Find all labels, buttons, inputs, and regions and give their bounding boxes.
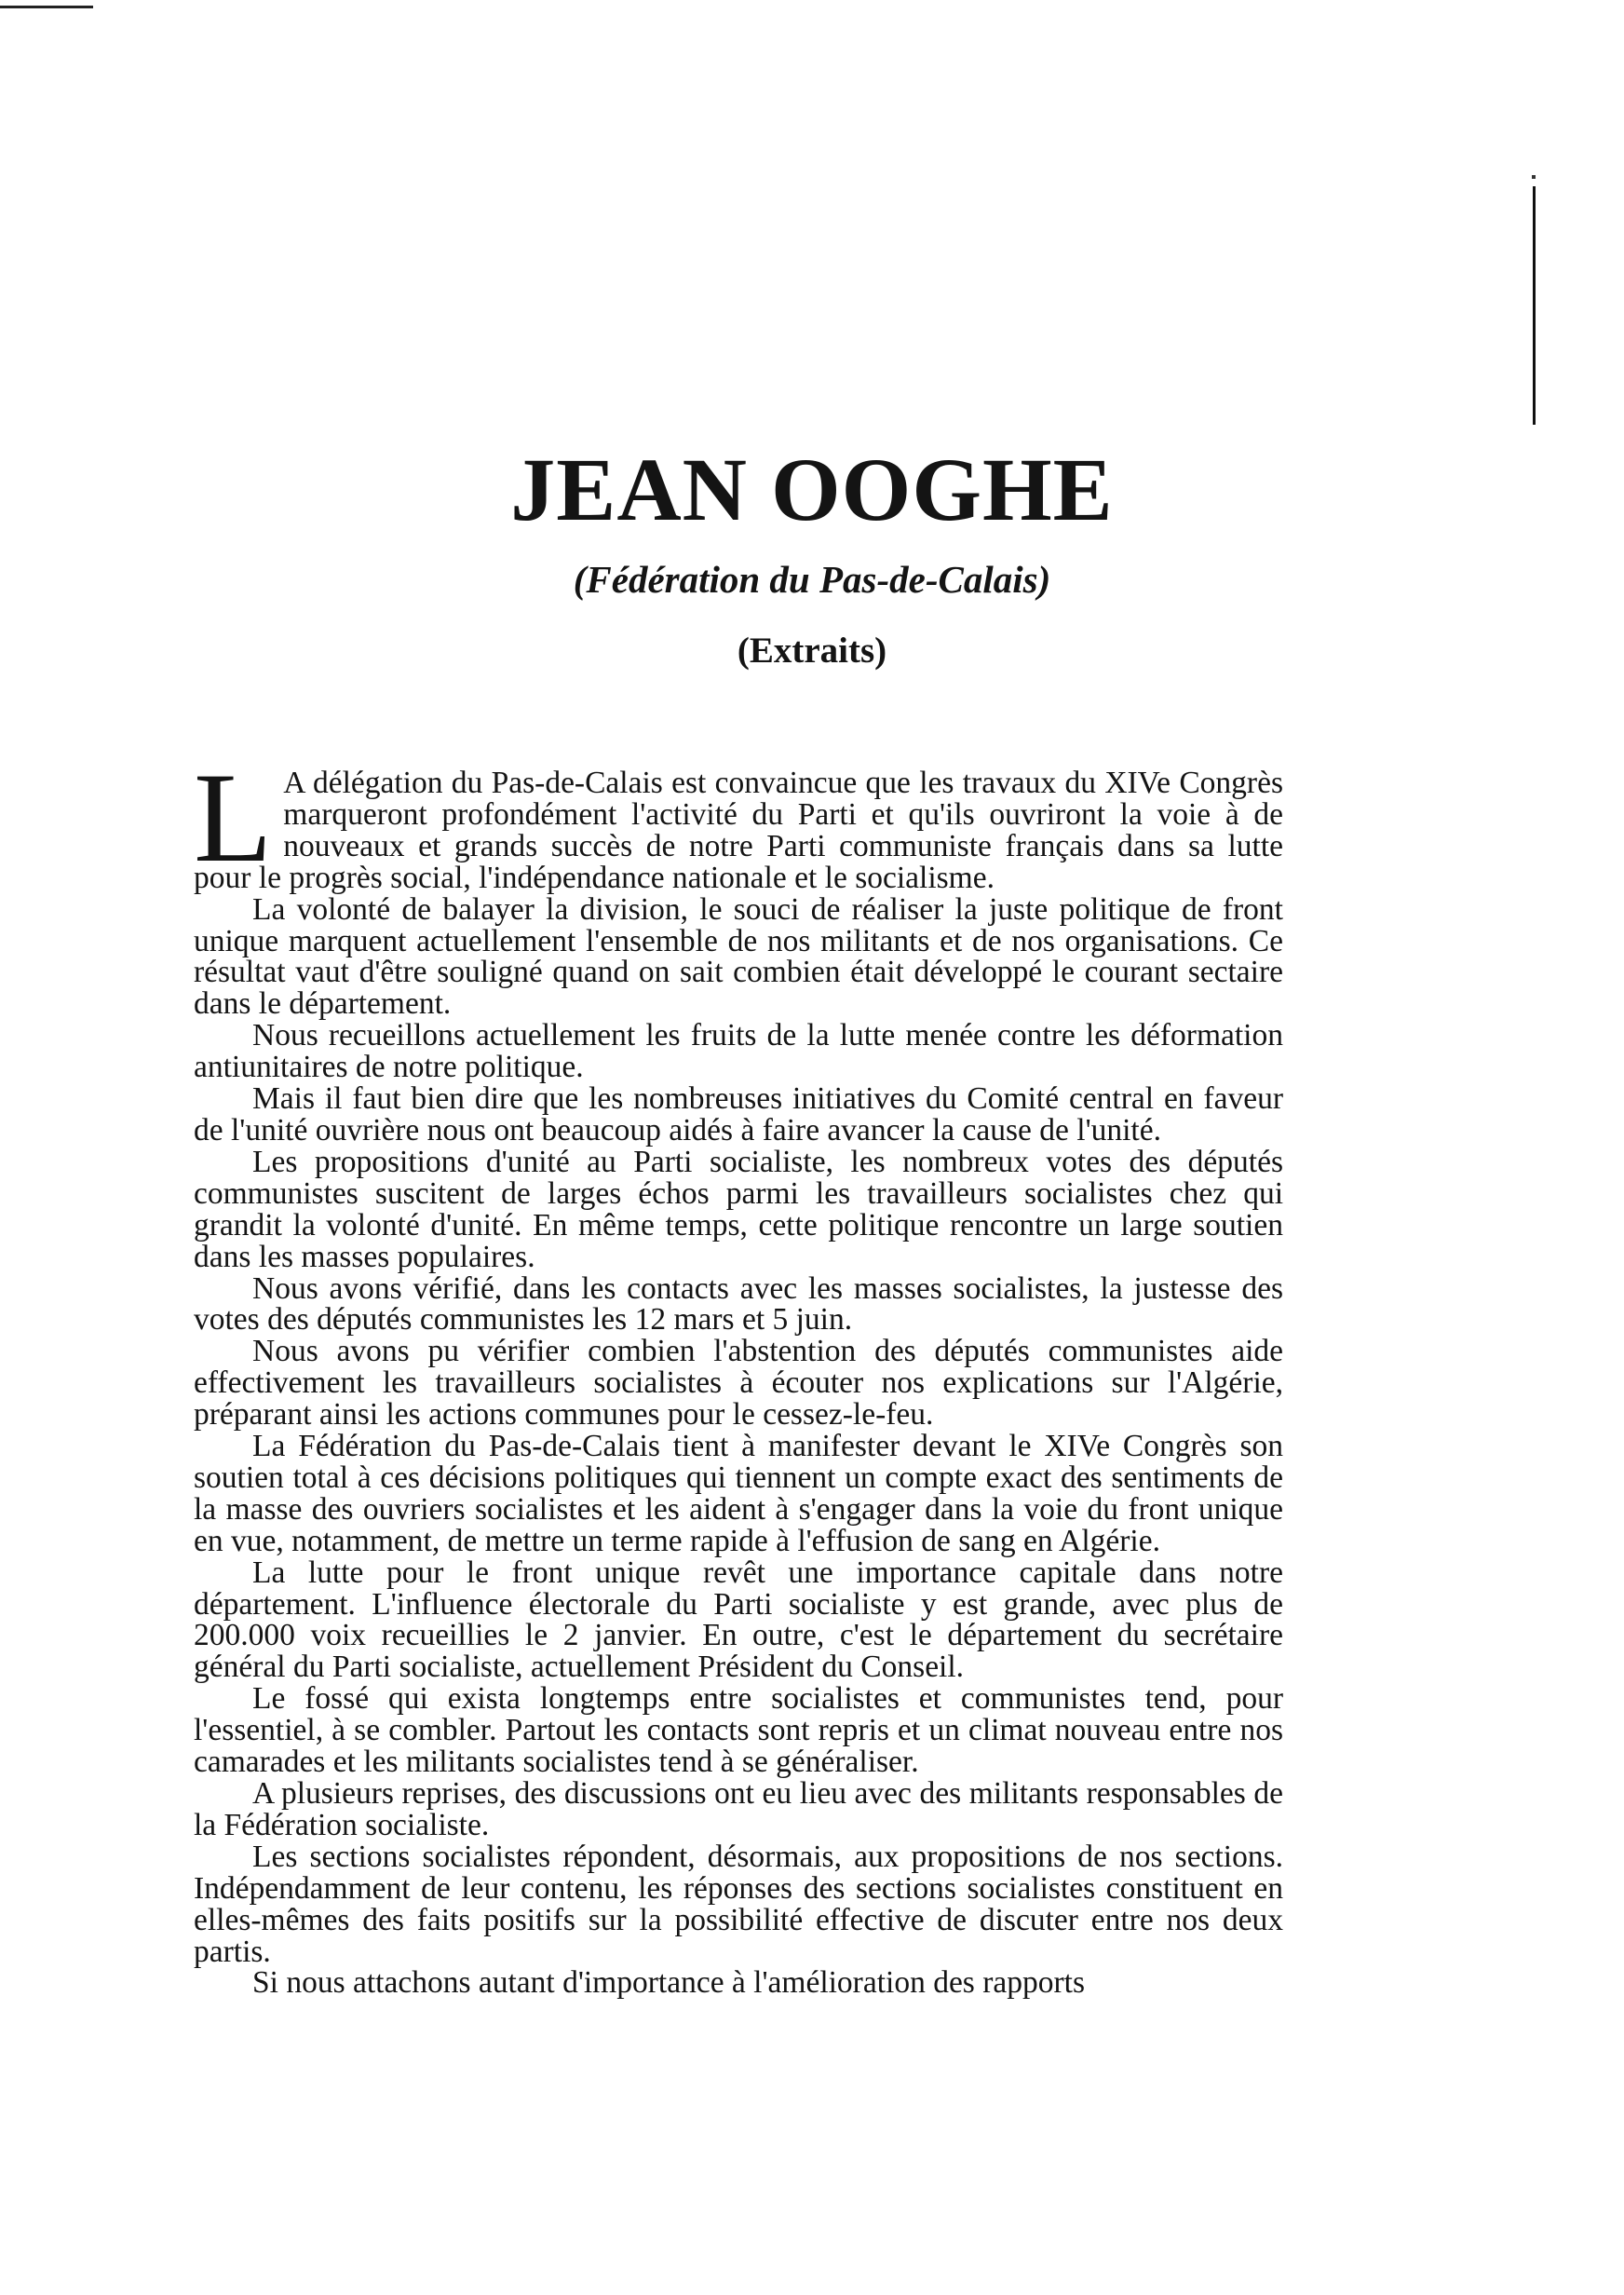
scan-dot — [1532, 175, 1536, 179]
paragraph-4: Mais il faut bien dire que les nombreuses initiatives du Comité central en faveur de l'unité ouvrière nous ont beaucoup aidés à faire avancer la cause de l'unité. — [194, 1081, 1283, 1148]
paragraph-2: La volonté de balayer la division, le souci de réaliser la juste politique de front unique marquent actuellement l'ensemble de nos militants et de nos organisations. Ce résultat vaut d'être souligné quand on sait combien était développé le courant sectaire dans le département. — [194, 891, 1283, 1022]
extract-note: (Extraits) — [737, 631, 887, 671]
paragraph-6: Nous avons vérifié, dans les contacts avec les masses socialistes, la justesse des votes des députés communistes les 12 mars et 5 juin. — [194, 1270, 1283, 1338]
paragraph-9: La lutte pour le front unique revêt une importance capitale dans notre département. L'influence électorale du Parti socialiste y est grande, avec plus de 200.000 voix recueillies le 2 janvier. En outre, c'est le département du secrétaire général du Parti socialiste, actuellement Président du Conseil. — [194, 1555, 1283, 1685]
paragraph-10: Le fossé qui exista longtemps entre socialistes et communistes tend, pour l'essentiel, à se combler. Partout les contacts sont repris et un climat nouveau entre nos camarades et les militants socialistes tend à se généraliser. — [194, 1681, 1283, 1780]
margin-scan-mark — [1533, 186, 1536, 425]
corner-rule — [0, 6, 93, 8]
paragraph-5: Les propositions d'unité au Parti socialiste, les nombreux votes des députés communistes suscitent de larges échos parmi les travailleurs socialistes chez qui grandit la volonté d'unité. En même temps, cette politique rencontre un large soutien dans les masses populaires. — [194, 1144, 1283, 1274]
paragraph-8: La Fédération du Pas-de-Calais tient à manifester devant le XIVe Congrès son soutien total à ces décisions politiques qui tiennent un compte exact des sentiments de la masse des ouvriers socialistes et les aident à s'engager dans la voie du front unique en vue, notamment, de mettre un terme rapide à l'effusion de sang en Algérie. — [194, 1429, 1283, 1558]
paragraph-7: Nous avons pu vérifier combien l'abstention des députés communistes aide effectivement les travailleurs socialistes à écouter nos explications sur l'Algérie, préparant ainsi les actions communes pour le cessez-le-feu. — [194, 1334, 1283, 1433]
paragraph-3: Nous recueillons actuellement les fruits de la lutte menée contre les déformation antiunitaires de notre politique. — [194, 1018, 1283, 1085]
article-body — [194, 746, 1283, 2001]
paragraph-12: Les sections socialistes répondent, désormais, aux propositions de nos sections. Indépendamment de leur contenu, les réponses des sections socialistes constituent en elles-mêmes des faits positifs sur la possibilité effective de discuter entre nos deux partis. — [194, 1839, 1283, 1969]
article-subtitle: (Fédération du Pas-de-Calais) — [573, 558, 1051, 601]
drop-cap: L — [194, 746, 273, 889]
paragraph-1-text: A délégation du Pas-de-Calais est convaincue que les travaux du XIVe Congrès marqueront profondément l'activité du Parti et qu'ils ouvriront la voie à de nouveaux et grands succès de notre Parti communiste français dans sa lutte pour le progrès social, l'indépendance nationale et le socialisme. — [194, 766, 1283, 895]
paragraph-11: A plusieurs reprises, des discussions ont eu lieu avec des militants responsables de la Fédération socialiste. — [194, 1776, 1283, 1842]
paragraph-1 — [194, 746, 1283, 895]
article-title: JEAN OOGHE — [510, 440, 1114, 539]
paragraph-13: Si nous attachons autant d'importance à l'amélioration des rapports — [252, 1965, 1085, 2001]
